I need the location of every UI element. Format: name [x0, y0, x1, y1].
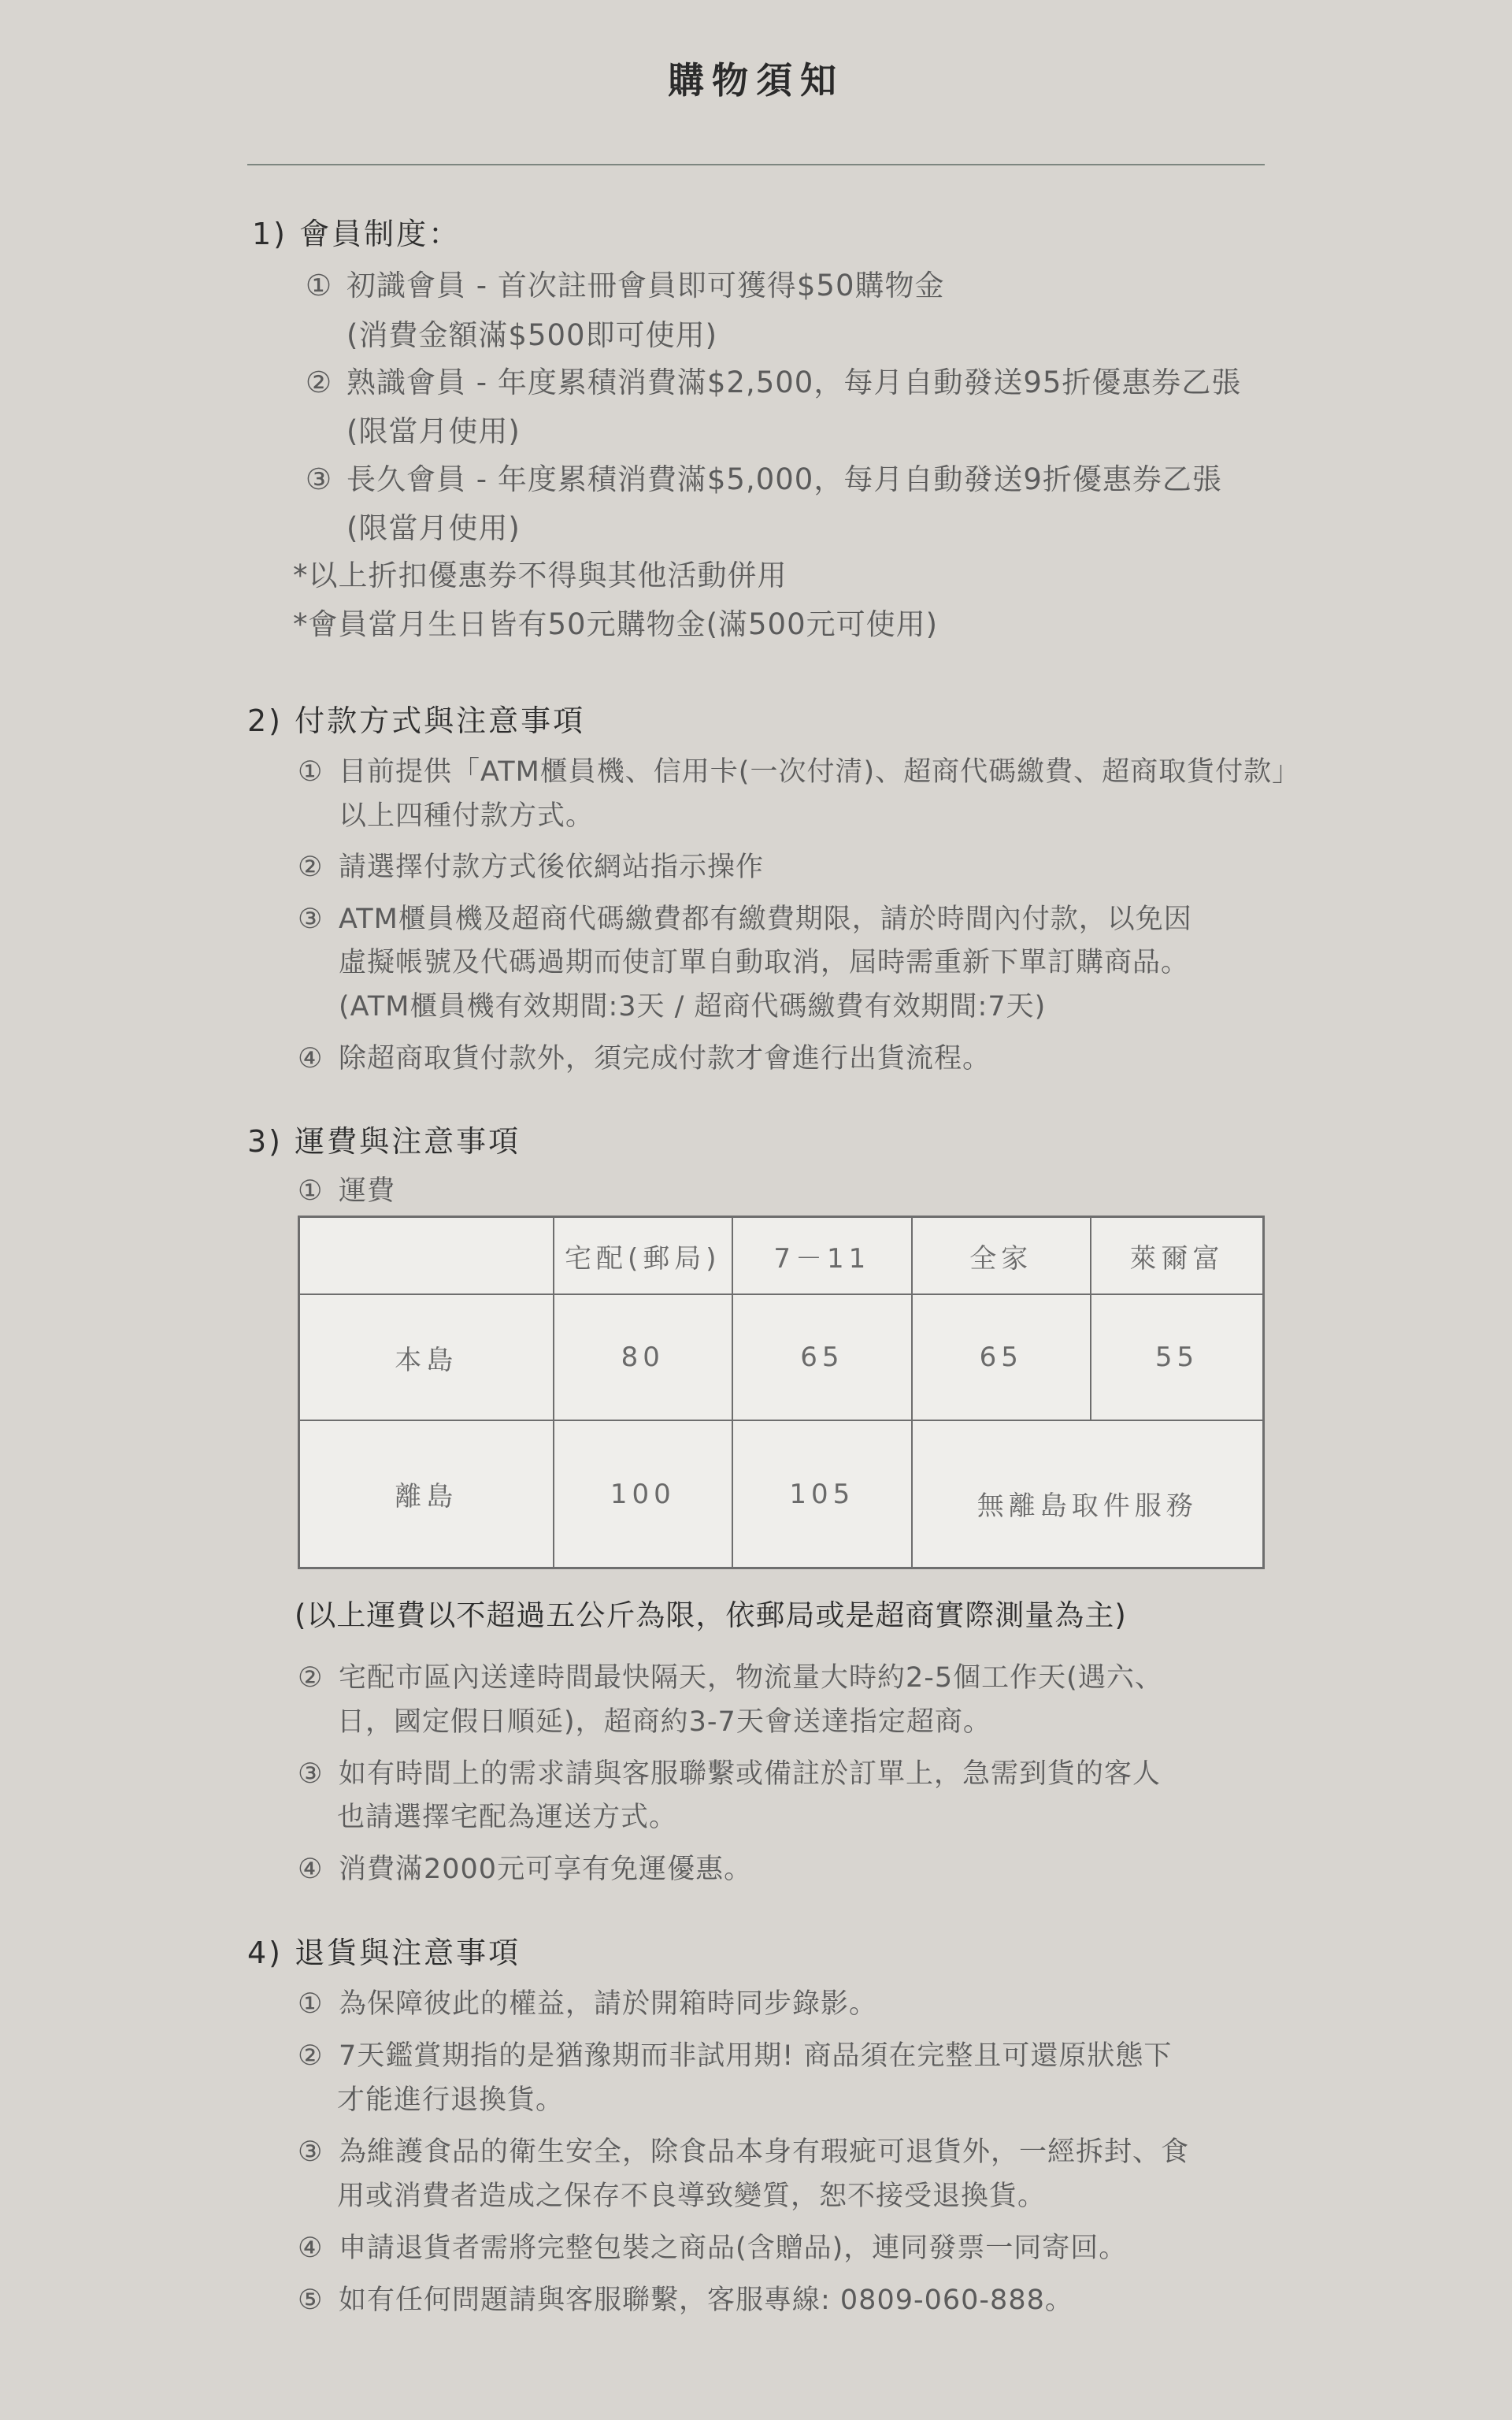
shipping-fee-table [298, 1216, 1265, 1569]
list-item: ③ 為維護食品的衛生安全，除食品本身有瑕疵可退貨外，一經拆封、食 [298, 2136, 1190, 2168]
item-marker: ③ [298, 1758, 324, 1790]
table-cell: 本島 [299, 1294, 554, 1420]
table-cell: 105 [732, 1420, 912, 1568]
list-item: ② 7天鑑賞期指的是猶豫期而非試用期! 商品須在完整且可還原狀態下 [298, 2040, 1173, 2072]
item-marker: ⑤ [298, 2285, 324, 2316]
list-item-continued: 虛擬帳號及代碼過期而使訂單自動取消，屆時需重新下單訂購商品。 [339, 947, 1190, 978]
list-item: ① 目前提供「ATM櫃員機、信用卡(一次付清)、超商代碼繳費、超商取貨付款」 [298, 756, 1301, 788]
list-item-continued: (消費金額滿$500即可使用) [346, 318, 718, 352]
item-marker: ③ [298, 904, 324, 935]
item-marker: ① [298, 756, 324, 788]
list-item: ① 為保障彼此的權益，請於開箱時同步錄影。 [298, 1988, 878, 2020]
list-item-continued: 也請選擇宅配為運送方式。 [337, 1802, 678, 1833]
list-item-continued: (ATM櫃員機有效期間:3天 / 超商代碼繳費有效期間:7天) [339, 991, 1047, 1023]
table-header-cell [299, 1217, 554, 1295]
item-marker: ③ [306, 462, 333, 496]
table-header-cell: 宅配(郵局) [554, 1217, 733, 1295]
list-item: ④ 申請退貨者需將完整包裝之商品(含贈品)，連同發票一同寄回。 [298, 2233, 1128, 2264]
list-item-continued: 用或消費者造成之保存不良導致變質，恕不接受退換貨。 [337, 2181, 1047, 2212]
table-cell: 65 [912, 1294, 1091, 1420]
list-item-continued: (限當月使用) [346, 414, 521, 448]
table-cell: 無離島取件服務 [912, 1420, 1264, 1568]
item-marker: ④ [298, 2233, 324, 2264]
item-marker: ④ [298, 1043, 324, 1075]
list-item: ③ 長久會員 - 年度累積消費滿$5,000，每月自動發送9折優惠券乙張 [306, 462, 1222, 496]
section-1-heading: 1) 會員制度： [252, 217, 461, 251]
list-item-continued: (限當月使用) [346, 511, 521, 545]
table-row [299, 1420, 1264, 1568]
item-marker: ① [298, 1988, 324, 2020]
table-header-cell: 全家 [912, 1217, 1091, 1295]
list-item: ④ 除超商取貨付款外，須完成付款才會進行出貨流程。 [298, 1043, 991, 1075]
table-cell: 65 [732, 1294, 912, 1420]
list-item: ⑤ 如有任何問題請與客服聯繫，客服專線: 0809-060-888。 [298, 2285, 1073, 2316]
item-marker: ② [298, 1662, 324, 1694]
table-header-row [299, 1217, 1264, 1295]
table-cell: 100 [554, 1420, 733, 1568]
item-marker: ③ [298, 2136, 324, 2168]
table-cell: 離島 [299, 1420, 554, 1568]
item-marker: ② [298, 2040, 324, 2072]
table-header-cell: 萊爾富 [1091, 1217, 1264, 1295]
list-item-continued: 日，國定假日順延)，超商約3-7天會送達指定超商。 [337, 1706, 991, 1738]
item-marker: ② [306, 366, 333, 399]
page-title: 購物須知 [668, 59, 844, 102]
section-2-heading: 2) 付款方式與注意事項 [247, 703, 586, 738]
section-4-heading: 4) 退貨與注意事項 [247, 1936, 521, 1970]
list-item-continued: 以上四種付款方式。 [339, 800, 595, 832]
list-item: ② 熟識會員 - 年度累積消費滿$2,500，每月自動發送95折優惠券乙張 [306, 366, 1242, 399]
title-divider [247, 164, 1265, 165]
list-item: ① 初識會員 - 首次註冊會員即可獲得$50購物金 [306, 269, 945, 302]
table-cell: 80 [554, 1294, 733, 1420]
footnote: *以上折扣優惠券不得與其他活動併用 [293, 559, 788, 592]
footnote: *會員當月生日皆有50元購物金(滿500元可使用) [293, 607, 939, 641]
item-marker: ④ [298, 1854, 324, 1885]
list-item: ③ 如有時間上的需求請與客服聯繫或備註於訂單上，急需到貨的客人 [298, 1758, 1162, 1790]
list-item: ① 運費 [298, 1175, 396, 1207]
list-item-continued: 才能進行退換貨。 [337, 2084, 565, 2116]
item-marker: ① [298, 1175, 324, 1207]
table-header-cell: 7－11 [732, 1217, 912, 1295]
list-item: ④ 消費滿2000元可享有免運優惠。 [298, 1854, 753, 1885]
list-item: ③ ATM櫃員機及超商代碼繳費都有繳費期限，請於時間內付款，以免因 [298, 904, 1192, 935]
table-cell: 55 [1091, 1294, 1264, 1420]
item-marker: ② [298, 852, 324, 883]
item-marker: ① [306, 269, 333, 302]
table-row [299, 1294, 1264, 1420]
shipping-note: (以上運費以不超過五公斤為限，依郵局或是超商實際測量為主) [295, 1598, 1127, 1632]
list-item: ② 宅配市區內送達時間最快隔天，物流量大時約2-5個工作天(遇六、 [298, 1662, 1163, 1694]
list-item: ② 請選擇付款方式後依網站指示操作 [298, 852, 765, 883]
section-3-heading: 3) 運費與注意事項 [247, 1124, 521, 1159]
